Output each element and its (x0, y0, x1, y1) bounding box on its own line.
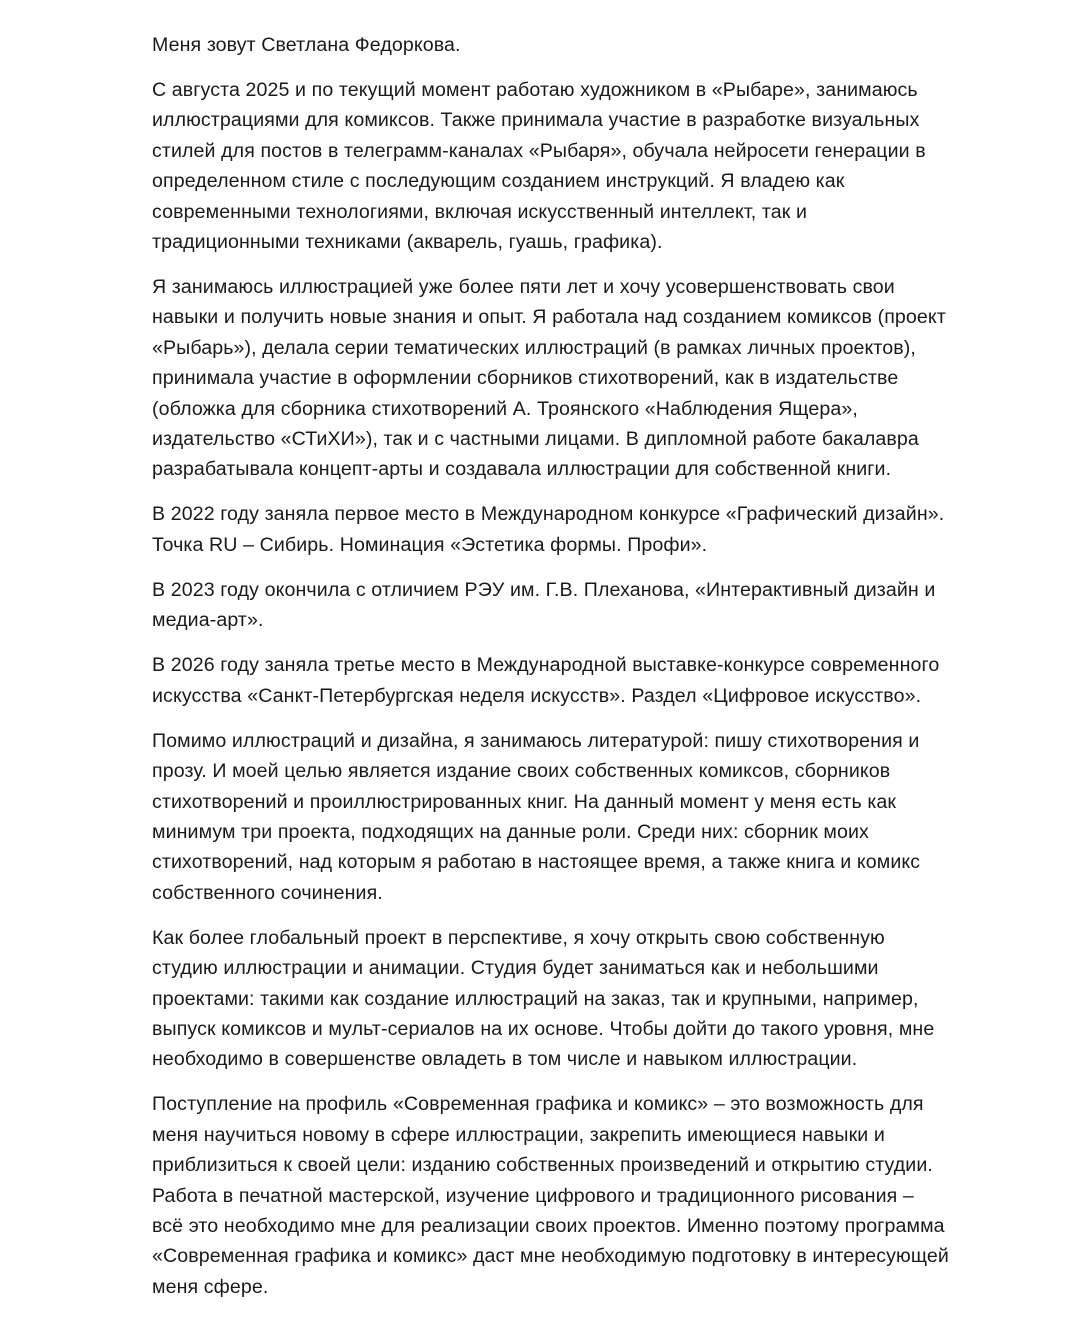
paragraph-program-motivation: Поступление на профиль «Современная графика и комикс» – это возможность для меня научиться новому в сфере иллюстрации, закрепить имеющиеся навыки и приблизиться к своей цели: изданию собственных произведений и открытию студии. Работа в печатной мастерской, изучение цифрового и традиционного рисования – всё это необходимо мне для реализации своих проектов. Именно поэтому программа «Современная графика и комикс» даст мне необходимую подготовку в интересующей меня сфере. (152, 1093, 949, 1298)
paragraph-experience: Я занимаюсь иллюстрацией уже более пяти лет и хочу усовершенствовать свои навыки и получить новые знания и опыт. Я работала над созданием комиксов (проект «Рыбарь»), делала серии тематических иллюстраций (в рамках личных проектов), принимала участие в оформлении сборников стихотворений, как в издательстве (обложка для сборника стихотворений А. Троянского «Наблюдения Ящера», издательство «СТиХИ»), так и с частными лицами. В дипломной работе бакалавра разрабатывала концепт-арты и создавала иллюстрации для собственной книги. (152, 276, 946, 481)
paragraph-award-2022: В 2022 году заняла первое место в Международном конкурсе «Графический дизайн». Точка RU – Сибирь. Номинация «Эстетика формы. Профи». (152, 503, 945, 556)
paragraph-intro: Меня зовут Светлана Федоркова. (152, 34, 461, 56)
paragraph-award-2026: В 2026 году заняла третье место в Международной выставке-конкурсе современного искусства «Санкт-Петербургская неделя искусств». Раздел «Цифровое искусство». (152, 654, 940, 707)
paragraph-literature: Помимо иллюстраций и дизайна, я занимаюсь литературой: пишу стихотворения и прозу. И моей целью является издание своих собственных комиксов, сборников стихотворений и проиллюстрированных книг. На данный момент у меня есть как минимум три проекта, подходящих на данные роли. Среди них: сборник моих стихотворений, над которым я работаю в настоящее время, а также книга и комикс собственного сочинения. (152, 729, 921, 904)
paragraph-current-work: С августа 2025 и по текущий момент работаю художником в «Рыбаре», занимаюсь иллюстрациями для комиксов. Также принимала участие в разработке визуальных стилей для постов в телеграмм-каналах «Рыбаря», обучала нейросети генерации в определенном стиле с последующим созданием инструкций. Я владею как современными технологиями, включая искусственный интеллект, так и традиционными техниками (акварель, гуашь, графика). (152, 79, 926, 254)
paragraph-education-2023: В 2023 году окончила с отличием РЭУ им. Г.В. Плеханова, «Интерактивный дизайн и медиа-арт». (152, 578, 936, 632)
document-body (152, 30, 1012, 1317)
paragraph-studio-goal: Как более глобальный проект в перспективе, я хочу открыть свою собственную студию иллюстрации и анимации. Студия будет заниматься как и небольшими проектами: такими как создание иллюстраций на заказ, так и крупными, например, выпуск комиксов и мульт-сериалов на их основе. Чтобы дойти до такого уровня, мне необходимо в совершенстве овладеть в том числе и навыком иллюстрации. (152, 926, 935, 1071)
